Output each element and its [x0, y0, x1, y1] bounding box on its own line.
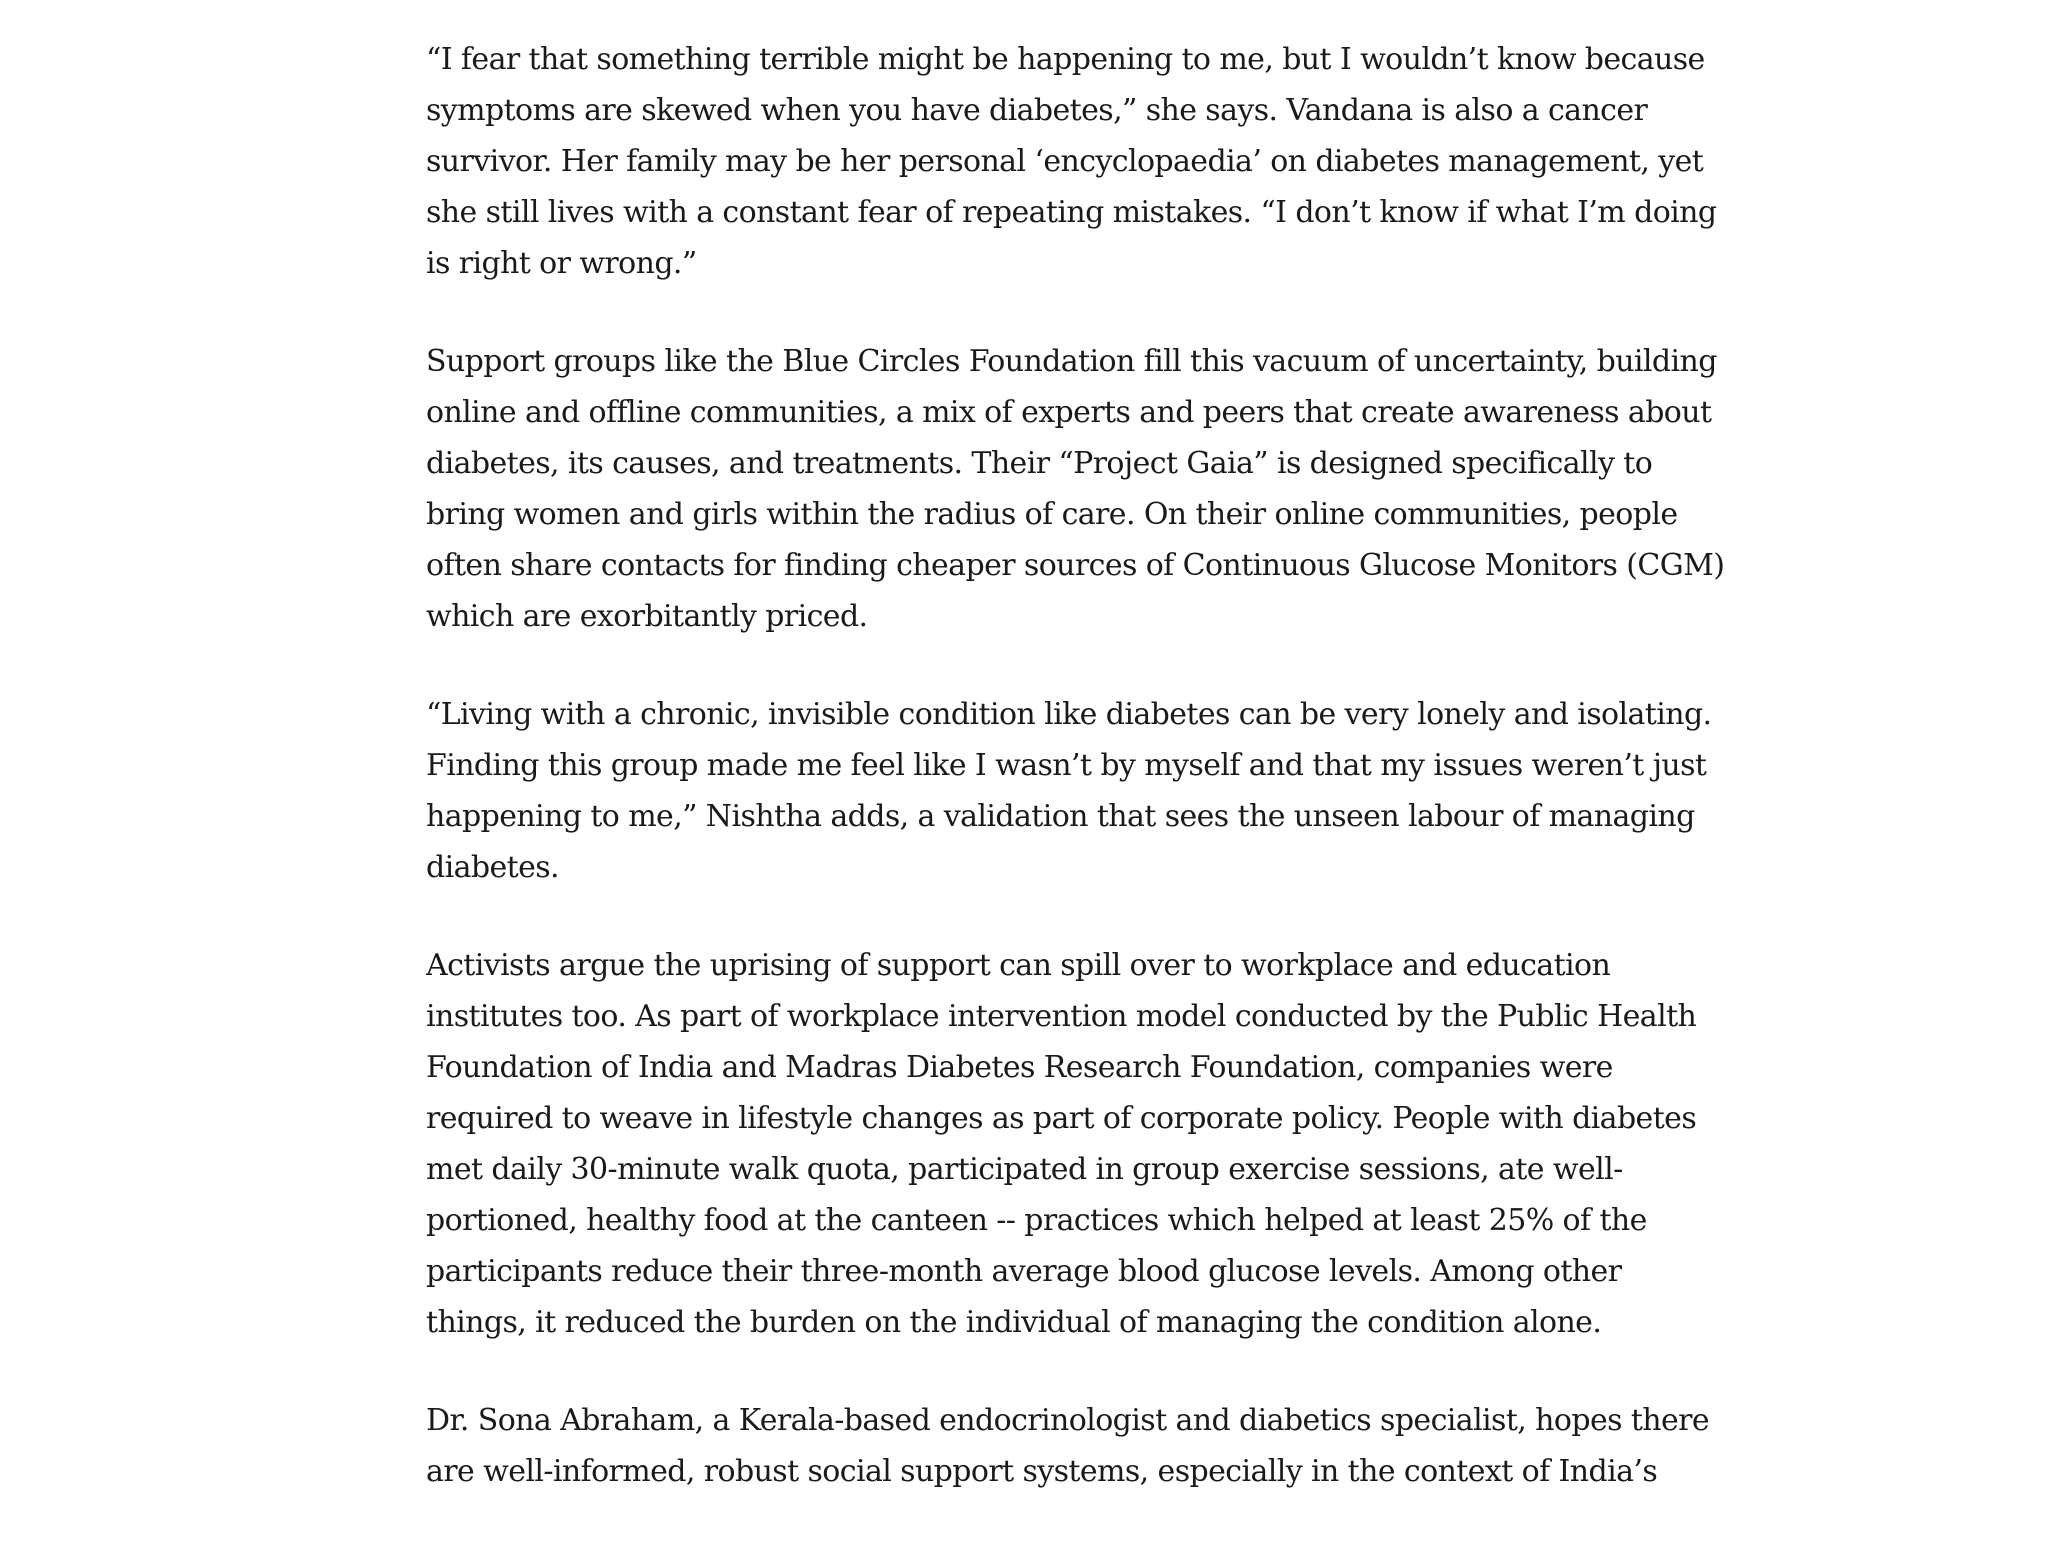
- article-body: [426, 34, 1726, 1544]
- paragraph-dr-sona-abraham: Dr. Sona Abraham, a Kerala-based endocrinologist and diabetics specialist, hopes there are well-informed, robust social support systems, especially in the context of India’s: [426, 1403, 1710, 1489]
- paragraph-vandana-fear: “I fear that something terrible might be happening to me, but I wouldn’t know because symptoms are skewed when you have diabetes,” she says. Vandana is also a cancer survivor. Her family may be her personal ‘encyclopaedia’ on diabetes management, yet she still lives with a constant fear of repeating mistakes. “I don’t know if what I’m doing is right or wrong.”: [426, 42, 1717, 281]
- paragraph-support-groups: Support groups like the Blue Circles Foundation fill this vacuum of uncertainty, building online and offline communities, a mix of experts and peers that create awareness about diabetes, its causes, and treatments. Their “Project Gaia” is designed specifically to bring women and girls within the radius of care. On their online communities, people often share contacts for finding cheaper sources of Continuous Glucose Monitors (CGM) which are exorbitantly priced.: [426, 344, 1725, 634]
- paragraph-workplace-intervention: Activists argue the uprising of support can spill over to workplace and education institutes too. As part of workplace intervention model conducted by the Public Health Foundation of India and Madras Diabetes Research Foundation, companies were required to weave in lifestyle changes as part of corporate policy. People with diabetes met daily 30-minute walk quota, participated in group exercise sessions, ate well-portioned, healthy food at the canteen -- practices which helped at least 25% of the participants reduce their three-month average blood glucose levels. Among other things, it reduced the burden on the individual of managing the condition alone.: [426, 948, 1697, 1340]
- paragraph-nishtha-quote: “Living with a chronic, invisible condition like diabetes can be very lonely and isolating. Finding this group made me feel like I wasn’t by myself and that my issues weren’t just happening to me,” Nishtha adds, a validation that sees the unseen labour of managing diabetes.: [426, 697, 1712, 885]
